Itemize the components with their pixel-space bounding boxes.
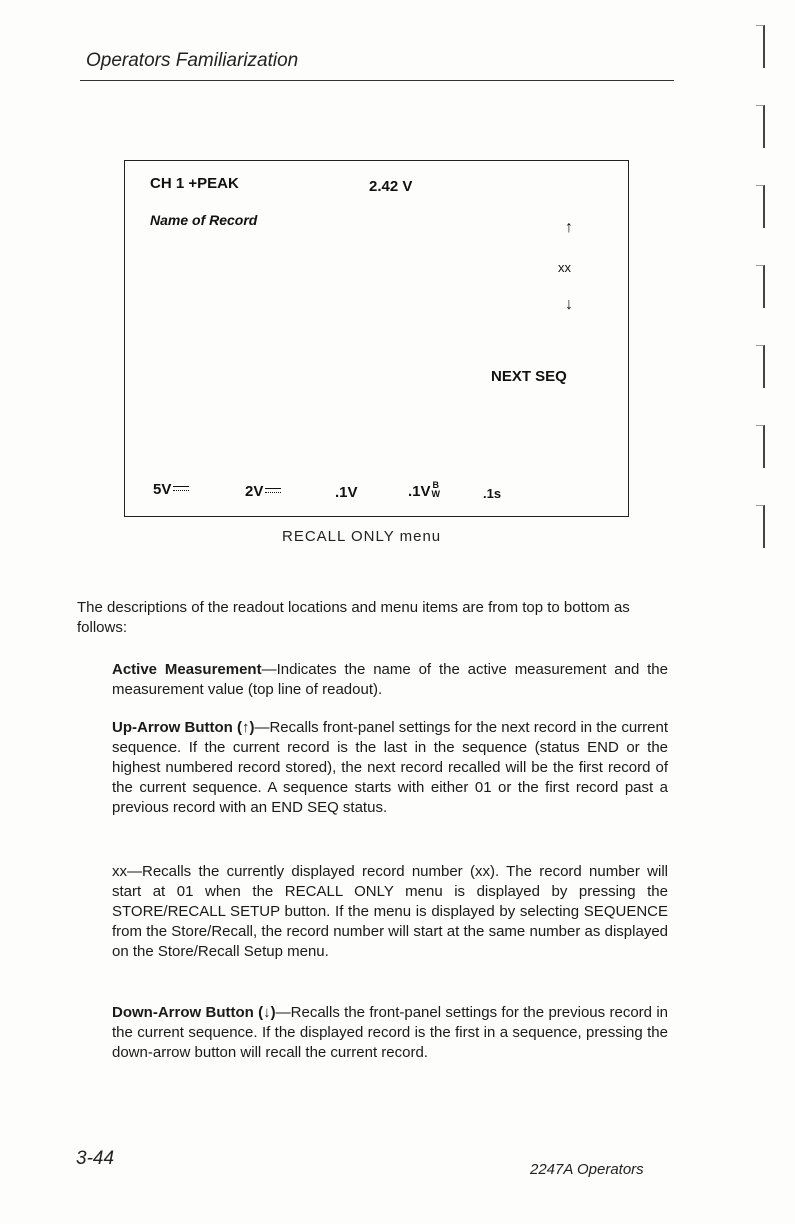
paragraph-record-number <box>112 862 668 962</box>
next-seq-label: NEXT SEQ <box>491 368 567 385</box>
down-arrow-icon: ↓ <box>565 296 573 313</box>
index-tab <box>756 265 765 308</box>
term: Down-Arrow Button (↓) <box>112 1004 276 1021</box>
ch1-scale <box>153 481 189 498</box>
bandwidth-limit-indicator <box>432 481 441 499</box>
description: —Indicates the name of the active measurement and the measurement value (top line of readout). <box>112 661 668 698</box>
active-measurement-label: CH 1 +PEAK <box>150 175 239 192</box>
header-divider <box>80 80 674 81</box>
page-number: 3-44 <box>76 1148 115 1169</box>
manual-title: 2247A Operators <box>530 1161 644 1178</box>
up-arrow-icon: ↑ <box>565 219 573 236</box>
record-number: xx <box>558 260 571 275</box>
ch2-scale <box>245 483 281 500</box>
description: —Recalls front-panel settings for the next record in the current sequence. If the current record is the last in the sequence (status END or the highest numbered record stored), the next record recalled will be the first record of the current sequence. A sequence starts with either 01 or the first record past a previous record with an END SEQ status. <box>112 719 669 816</box>
intro-paragraph: The descriptions of the readout locations and menu items are from top to bottom as follows: <box>77 599 630 636</box>
index-tab <box>756 345 765 388</box>
term: Active Measurement <box>112 661 262 678</box>
index-tab <box>756 105 765 148</box>
index-tab <box>756 25 765 68</box>
description: —Recalls the front-panel settings for the previous record in the current sequence. If the displayed record is the first in a sequence, pressing the down-arrow button will recall the current record. <box>112 1004 669 1061</box>
paragraph-active-measurement <box>112 660 668 700</box>
index-tab <box>756 505 765 548</box>
measurement-value: 2.42 V <box>369 178 413 195</box>
paragraph-down-arrow <box>112 1003 668 1063</box>
ch2-scale-value: 2V <box>245 483 264 500</box>
dc-coupling-icon <box>173 485 189 495</box>
ch4-scale-value: .1V <box>408 483 431 500</box>
ch1-scale-value: 5V <box>153 481 172 498</box>
term: Up-Arrow Button (↑) <box>112 719 255 736</box>
bw-top: B <box>432 480 440 491</box>
header-title: Operators Familiarization <box>86 50 299 71</box>
bw-bottom: W <box>431 489 441 500</box>
paragraph-up-arrow <box>112 718 668 818</box>
description: —Recalls the currently displayed record number (xx). The record number will start at 01 when the RECALL ONLY menu is displayed by pressing the STORE/RECALL SETUP button. If the menu is displayed by selecting SEQUENCE from the Store/Recall, the record number will start at the same number as displayed on the Store/Recall Setup menu. <box>112 863 668 960</box>
index-tab <box>756 185 765 228</box>
time-base-scale: .1s <box>483 486 502 501</box>
record-name: Name of Record <box>150 212 258 228</box>
dc-coupling-icon <box>265 487 281 497</box>
figure-caption: RECALL ONLY menu <box>282 528 442 545</box>
index-tab <box>756 425 765 468</box>
term: xx <box>112 863 127 880</box>
ch4-scale <box>408 480 441 501</box>
crt-readout-figure <box>124 160 629 517</box>
ch3-scale: .1V <box>335 484 358 501</box>
